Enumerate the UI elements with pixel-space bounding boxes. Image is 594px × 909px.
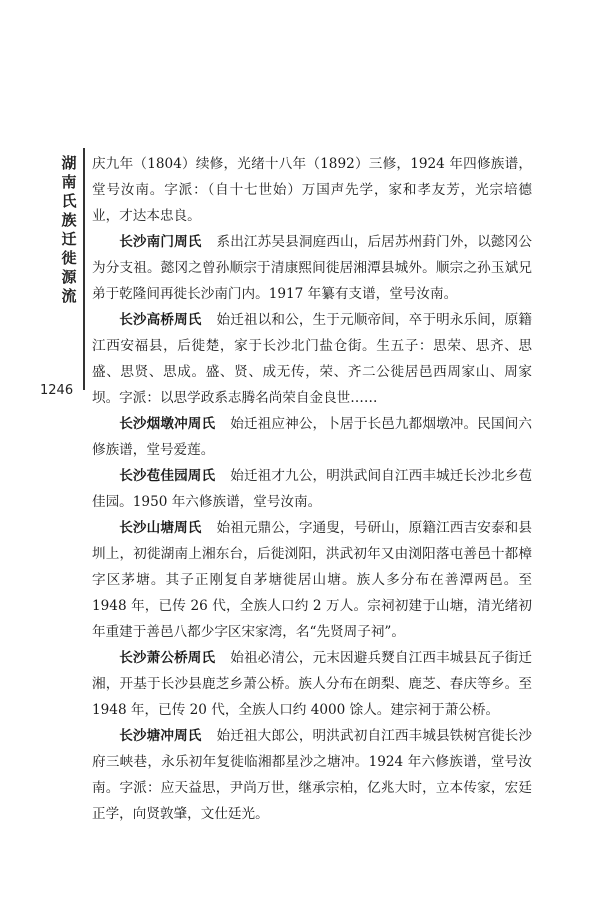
clan-description: 始迁祖以和公，生于元顺帝间，卒于明永乐间，原籍江西安福县，后徙楚，家于长沙北门盐仓街。生五子：思荣、思齐、思盛、思贤、思成。盛、贤、成无传，荣、齐二公徙居邑西周家山、周家坝。字派：以思学政系志腾名尚荣自金良世…… <box>92 312 532 406</box>
clan-name: 长沙高桥周氏 <box>119 312 202 328</box>
clan-entry <box>92 645 532 723</box>
clan-name: 长沙山塘周氏 <box>119 520 202 536</box>
continuation-paragraph: 庆九年（1804）续修，光绪十八年（1892）三修，1924 年四修族谱，堂号汝南。字派：（自十七世始）万国声先学，家和孝友芳，光宗培德业，才达本忠良。 <box>92 156 532 224</box>
clan-description: 始祖必清公，元末因避兵燹自江西丰城县瓦子街迁湘，开基于长沙县鹿芝乡萧公桥。族人分布在朗梨、鹿芝、春庆等乡。至 1948 年，已传 20 代，全族人口约 4000 馀人。建宗祠于萧公桥。 <box>92 650 533 718</box>
side-rule <box>83 148 85 390</box>
clan-entry <box>92 723 532 827</box>
clan-description: 始迁祖大郎公，明洪武初自江西丰城县铁树宫徙长沙府三峡巷，永乐初年复徙临湘都星沙之塘冲。1924 年六修族谱，堂号汝南。字派：应天益思，尹尚万世，继承宗柏，亿兆大时，立本传家，宏廷正学，向贤敦肇，文仕廷光。 <box>92 728 532 822</box>
clan-description: 始迁祖应神公，卜居于长邑九都烟墩冲。民国间六修族谱，堂号爱莲。 <box>92 416 533 458</box>
clan-entry <box>92 307 532 411</box>
clan-name: 长沙萧公桥周氏 <box>119 650 216 666</box>
clan-entry <box>92 229 532 307</box>
clan-entry <box>92 463 532 515</box>
side-title: 湖 南 氏 族 迁 徙 源 流 <box>61 154 77 305</box>
body-text <box>92 151 532 827</box>
clan-name: 长沙塘冲周氏 <box>119 728 202 744</box>
clan-name: 长沙烟墩冲周氏 <box>119 416 216 432</box>
clan-name: 长沙南门周氏 <box>119 234 202 250</box>
clan-name: 长沙苞佳园周氏 <box>119 468 216 484</box>
clan-description: 始迁祖才九公，明洪武间自江西丰城迁长沙北乡苞佳园。1950 年六修族谱，堂号汝南。 <box>92 468 533 510</box>
clan-description: 始祖元鼎公，字通叟，号研山，原籍江西吉安泰和县圳上，初徙湖南上湘东台，后徙浏阳，洪武初年又由浏阳落屯善邑十都樟字区茅塘。其子正刚复自茅塘徙居山塘。族人多分布在善潭两邑。至 1948 年，已传 26 代，全族人口约 2 万人。宗祠初建于山塘，清光绪初年重建于善邑八都少字区宋家湾，名“先贤周子祠”。 <box>92 520 532 640</box>
clan-entry <box>92 411 532 463</box>
clan-entry <box>92 515 532 645</box>
clan-description: 系出江苏吴县洞庭西山，后居苏州葑门外，以懿冈公为分支祖。懿冈之曾孙顺宗于清康熙间徙居湘潭县城外。顺宗之孙玉斌兄弟于乾隆间再徙长沙南门内。1917 年纂有支谱，堂号汝南。 <box>92 234 532 302</box>
page-number: 1246 <box>40 383 74 398</box>
